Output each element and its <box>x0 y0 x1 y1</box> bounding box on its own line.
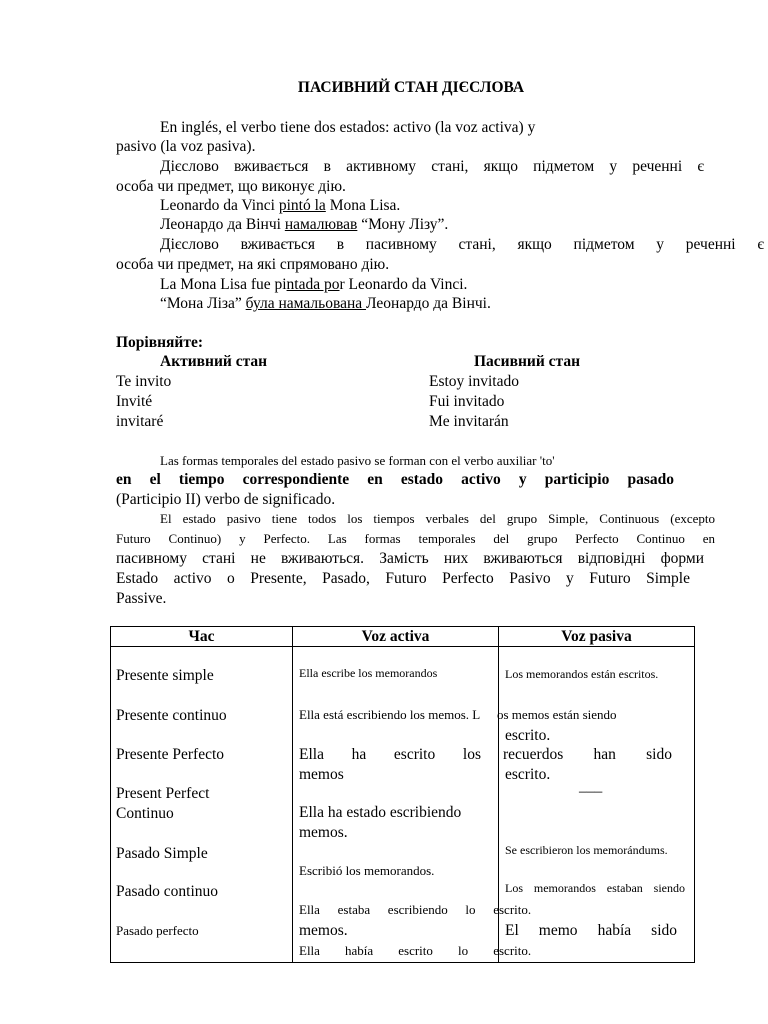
table-header: Voz activa <box>293 627 499 647</box>
compare-passive-item: Me invitarán <box>429 413 509 430</box>
example-sentence <box>160 196 400 215</box>
active-cell <box>299 900 499 919</box>
compare-passive-item: Fui invitado <box>429 393 505 410</box>
word: estaba <box>337 902 371 917</box>
word: memo <box>538 922 578 939</box>
word: estaban <box>606 881 643 895</box>
word: e <box>493 943 499 958</box>
active-header: Активний стан <box>160 353 268 370</box>
word: Ella <box>299 943 320 958</box>
active-cell: memos. <box>299 824 348 841</box>
tense-cell: Presente simple <box>116 667 214 684</box>
tense-cell: Presente continuo <box>116 707 227 724</box>
intro-line: Дієслово вживається в активному стані, якщо підметом у реченні є <box>160 158 704 175</box>
forms-line: пасивному стані не вживаються. Замість них вживаються відповідні форми <box>116 550 704 567</box>
example-text: La Mona Lisa fue pi <box>160 276 287 293</box>
active-cell: Ella escribe los memorandos <box>299 666 438 680</box>
intro-line: Дієслово вживається в пасивному стані, якщо підметом у реченні є <box>160 236 764 253</box>
tense-cell: Present Perfect <box>116 785 210 802</box>
forms-line: (Participio II) verbo de significado. <box>116 491 336 508</box>
intro-line: En inglés, el verbo tiene dos estados: activo (la voz activa) y <box>160 119 536 136</box>
example-sentence <box>160 294 491 313</box>
tense-cell: Pasado continuo <box>116 883 219 900</box>
word: ha <box>351 746 367 763</box>
passive-cell: ––– <box>579 783 603 800</box>
forms-line: Las formas temporales del estado pasivo se forman con el verbo auxiliar 'to' <box>160 453 555 468</box>
example-text: r Leonardo da Vinci. <box>339 276 468 293</box>
example-text: Mona Lisa. <box>325 197 401 214</box>
word: recuerdos <box>503 746 564 763</box>
passive-cell <box>505 879 685 898</box>
word: lo <box>465 902 476 917</box>
word: tiempo <box>178 471 225 488</box>
underlined-verb: була намальована <box>245 295 367 312</box>
word: Los <box>505 881 523 895</box>
forms-line: Futuro Continuo) y Perfecto. Las formas temporales del grupo Perfecto Continuo en <box>116 531 715 546</box>
word: había <box>345 943 374 958</box>
passive-cell <box>503 745 672 764</box>
word: Ella <box>299 902 320 917</box>
forms-line: Estado activo o Presente, Pasado, Futuro Perfecto Pasivo y Futuro Simple <box>116 570 690 587</box>
example-text: “Мону Лізу”. <box>357 216 449 233</box>
example-text: Леонардо да Вінчі. <box>366 295 491 312</box>
intro-line: pasivo (la voz pasiva). <box>116 138 256 155</box>
tense-cell: Continuo <box>116 805 174 822</box>
passive-cell: os memos están siendo <box>497 707 617 722</box>
passive-header: Пасивний стан <box>474 353 581 370</box>
table-header: Час <box>111 627 293 647</box>
word: correspondiente <box>242 471 350 488</box>
word: e <box>493 902 499 917</box>
word: Ella <box>299 746 324 763</box>
active-cell: memos. <box>299 922 348 939</box>
word: en <box>116 471 132 488</box>
example-text: “Мона Ліза” <box>160 295 246 312</box>
word: escrito <box>393 746 436 763</box>
passive-cell: escrito. <box>505 727 551 744</box>
forms-line: El estado pasivo tiene todos los tiempos verbales del grupo Simple, Continuous (excepto <box>160 511 715 526</box>
compare-passive-item: Estoy invitado <box>429 373 519 390</box>
page-title: ПАСИВНИЙ СТАН ДІЄСЛОВА <box>297 79 525 96</box>
word: siendo <box>653 881 685 895</box>
example-sentence <box>160 215 448 234</box>
passive-cell <box>505 921 677 940</box>
word: El <box>505 922 519 939</box>
tense-cell: Pasado perfecto <box>116 923 199 938</box>
example-text: Leonardo da Vinci <box>160 197 279 214</box>
active-cell <box>299 941 499 960</box>
word: sido <box>646 746 672 763</box>
word: los <box>462 746 481 763</box>
active-cell <box>299 745 481 764</box>
active-cell: Ella ha estado escribiendo <box>299 804 462 821</box>
word: en <box>367 471 383 488</box>
passive-cell: scrito. <box>499 943 532 958</box>
underlined-verb: намалював <box>284 216 358 233</box>
underlined-verb: ntada po <box>286 276 340 293</box>
forms-bold-line <box>116 470 674 489</box>
passive-cell: scrito. <box>499 902 532 917</box>
word: lo <box>457 943 469 958</box>
word: y <box>518 471 527 488</box>
compare-heading: Порівняйте: <box>116 334 204 351</box>
compare-active-item: Te invito <box>116 373 172 390</box>
forms-line: Passive. <box>116 590 167 607</box>
intro-line: особа чи предмет, на які спрямовано дію. <box>116 256 390 273</box>
table-header: Voz pasiva <box>499 627 695 647</box>
word: activo <box>461 471 501 488</box>
example-text: Леонардо да Вінчі <box>160 216 285 233</box>
tense-cell: Presente Perfecto <box>116 746 225 763</box>
word: el <box>149 471 161 488</box>
passive-cell: Se escribieron los memorándums. <box>505 843 668 857</box>
compare-active-item: invitaré <box>116 413 164 430</box>
word: escribiendo <box>387 902 448 917</box>
passive-cell: Los memorandos están escritos. <box>505 667 659 681</box>
underlined-verb: pintó la <box>278 197 326 214</box>
word: memorandos <box>533 881 596 895</box>
active-cell: Escribió los memorandos. <box>299 863 435 878</box>
word: estado <box>400 471 444 488</box>
word: había <box>597 922 632 939</box>
word: escrito <box>398 943 433 958</box>
word: pasado <box>627 471 674 488</box>
word: sido <box>651 922 677 939</box>
active-cell: Ella está escribiendo los memos. L <box>299 707 481 722</box>
word: participio <box>544 471 610 488</box>
compare-active-item: Invité <box>116 393 153 410</box>
active-cell: memos <box>299 766 344 783</box>
example-sentence <box>160 275 467 294</box>
tense-cell: Pasado Simple <box>116 845 208 862</box>
word: han <box>593 746 616 763</box>
passive-cell: escrito. <box>505 766 551 783</box>
intro-line: особа чи предмет, що виконує дію. <box>116 178 346 195</box>
